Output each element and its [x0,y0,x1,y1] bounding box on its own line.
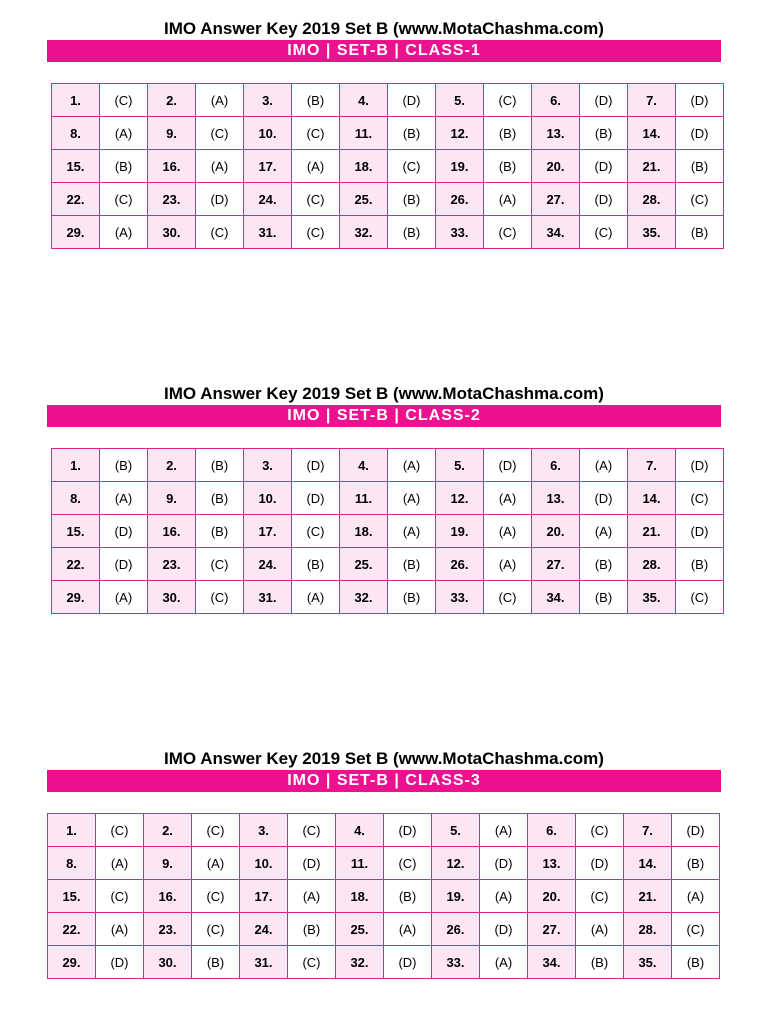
question-number: 19. [436,515,484,548]
question-number: 3. [244,449,292,482]
answer-cell: (D) [196,183,244,216]
answer-cell: (A) [480,946,528,979]
question-number: 4. [340,84,388,117]
question-number: 5. [436,84,484,117]
class-banner: IMO | SET-B | CLASS-3 [47,770,721,792]
question-number: 12. [432,847,480,880]
answer-cell: (B) [388,581,436,614]
answer-cell: (C) [100,84,148,117]
question-number: 29. [52,216,100,249]
answer-cell: (A) [196,150,244,183]
question-number: 34. [528,946,576,979]
question-number: 5. [436,449,484,482]
answer-cell: (A) [388,515,436,548]
answer-cell: (B) [676,150,724,183]
answer-cell: (B) [196,449,244,482]
question-number: 32. [336,946,384,979]
answer-cell: (D) [100,548,148,581]
table-row [52,548,724,581]
answer-cell: (C) [196,216,244,249]
answer-cell: (B) [196,515,244,548]
answer-cell: (B) [484,150,532,183]
question-number: 33. [436,581,484,614]
answer-cell: (D) [288,847,336,880]
table-row [48,913,720,946]
question-number: 20. [532,150,580,183]
answer-cell: (D) [100,515,148,548]
answer-cell: (D) [576,847,624,880]
table-row [52,117,724,150]
answer-cell: (B) [196,482,244,515]
question-number: 21. [624,880,672,913]
answer-cell: (C) [288,946,336,979]
question-number: 5. [432,814,480,847]
question-number: 34. [532,216,580,249]
answer-cell: (A) [480,880,528,913]
question-number: 26. [436,548,484,581]
question-number: 30. [144,946,192,979]
answer-cell: (A) [384,913,432,946]
table-row [52,482,724,515]
answer-cell: (A) [292,150,340,183]
question-number: 3. [240,814,288,847]
answer-cell: (D) [96,946,144,979]
question-number: 8. [52,482,100,515]
answer-cell: (B) [672,946,720,979]
table-row [48,880,720,913]
answer-cell: (C) [292,183,340,216]
question-number: 13. [528,847,576,880]
class-banner: IMO | SET-B | CLASS-1 [47,40,721,62]
question-number: 6. [532,84,580,117]
answer-cell: (C) [672,913,720,946]
question-number: 27. [532,548,580,581]
question-number: 30. [148,216,196,249]
question-number: 20. [528,880,576,913]
question-number: 24. [244,548,292,581]
table-row [52,183,724,216]
answer-cell: (C) [196,117,244,150]
answer-cell: (D) [580,482,628,515]
answer-cell: (B) [388,216,436,249]
question-number: 19. [432,880,480,913]
question-number: 1. [52,84,100,117]
question-number: 13. [532,117,580,150]
question-number: 27. [528,913,576,946]
answer-cell: (A) [288,880,336,913]
question-number: 21. [628,150,676,183]
question-number: 24. [240,913,288,946]
question-number: 32. [340,216,388,249]
question-number: 26. [436,183,484,216]
answer-cell: (A) [100,581,148,614]
answer-cell: (C) [100,183,148,216]
question-number: 22. [52,548,100,581]
class-banner: IMO | SET-B | CLASS-2 [47,405,721,427]
answer-cell: (C) [576,814,624,847]
question-number: 16. [148,150,196,183]
question-number: 15. [48,880,96,913]
answer-cell: (C) [192,880,240,913]
question-number: 21. [628,515,676,548]
answer-cell: (D) [292,482,340,515]
answer-cell: (C) [484,216,532,249]
question-number: 19. [436,150,484,183]
table-row [48,814,720,847]
answer-cell: (C) [96,814,144,847]
question-number: 10. [240,847,288,880]
question-number: 23. [148,548,196,581]
question-number: 11. [340,117,388,150]
section-title: IMO Answer Key 2019 Set B (www.MotaChashma.com) [164,749,604,768]
answer-cell: (B) [292,84,340,117]
question-number: 28. [628,548,676,581]
answer-cell: (A) [484,548,532,581]
question-number: 18. [336,880,384,913]
question-number: 12. [436,482,484,515]
answer-cell: (D) [388,84,436,117]
answer-cell: (C) [484,84,532,117]
question-number: 2. [148,84,196,117]
question-number: 29. [52,581,100,614]
answer-cell: (B) [580,117,628,150]
answer-cell: (D) [580,84,628,117]
answer-table [51,448,724,614]
answer-cell: (C) [384,847,432,880]
answer-cell: (A) [388,482,436,515]
answer-cell: (D) [672,814,720,847]
question-number: 27. [532,183,580,216]
question-number: 23. [148,183,196,216]
answer-cell: (D) [292,449,340,482]
answer-cell: (C) [292,216,340,249]
answer-cell: (B) [288,913,336,946]
answer-cell: (C) [192,814,240,847]
question-number: 14. [628,482,676,515]
answer-cell: (D) [480,913,528,946]
answer-cell: (B) [388,183,436,216]
question-number: 35. [624,946,672,979]
question-number: 26. [432,913,480,946]
answer-cell: (D) [384,814,432,847]
table-row [48,946,720,979]
question-number: 7. [624,814,672,847]
answer-cell: (B) [192,946,240,979]
table-row [52,150,724,183]
answer-cell: (D) [676,117,724,150]
answer-cell: (B) [676,548,724,581]
question-number: 17. [244,150,292,183]
question-number: 24. [244,183,292,216]
question-number: 25. [336,913,384,946]
answer-cell: (A) [484,183,532,216]
answer-cell: (D) [580,183,628,216]
answer-cell: (C) [292,117,340,150]
question-number: 7. [628,84,676,117]
question-number: 10. [244,482,292,515]
answer-cell: (B) [388,117,436,150]
question-number: 33. [432,946,480,979]
answer-cell: (A) [196,84,244,117]
table-row [52,216,724,249]
answer-cell: (B) [100,150,148,183]
answer-cell: (C) [484,581,532,614]
answer-cell: (A) [100,482,148,515]
question-number: 3. [244,84,292,117]
answer-cell: (C) [192,913,240,946]
table-row [52,84,724,117]
question-number: 23. [144,913,192,946]
question-number: 11. [340,482,388,515]
answer-cell: (B) [292,548,340,581]
answer-cell: (C) [196,581,244,614]
question-number: 4. [336,814,384,847]
answer-cell: (C) [288,814,336,847]
question-number: 15. [52,150,100,183]
question-number: 28. [628,183,676,216]
question-number: 8. [52,117,100,150]
answer-cell: (B) [580,548,628,581]
answer-cell: (D) [480,847,528,880]
question-number: 22. [48,913,96,946]
answer-cell: (A) [100,117,148,150]
question-number: 16. [148,515,196,548]
question-number: 22. [52,183,100,216]
question-number: 33. [436,216,484,249]
question-number: 8. [48,847,96,880]
question-number: 13. [532,482,580,515]
question-number: 31. [244,581,292,614]
answer-cell: (B) [484,117,532,150]
answer-cell: (B) [580,581,628,614]
answer-cell: (B) [384,880,432,913]
question-number: 17. [240,880,288,913]
answer-cell: (D) [676,84,724,117]
answer-cell: (A) [576,913,624,946]
answer-cell: (A) [480,814,528,847]
answer-cell: (B) [576,946,624,979]
answer-cell: (A) [484,515,532,548]
question-number: 16. [144,880,192,913]
answer-cell: (C) [196,548,244,581]
answer-cell: (A) [292,581,340,614]
section-title: IMO Answer Key 2019 Set B (www.MotaChashma.com) [164,384,604,403]
question-number: 17. [244,515,292,548]
answer-cell: (C) [96,880,144,913]
question-number: 9. [148,482,196,515]
answer-cell: (A) [388,449,436,482]
question-number: 31. [244,216,292,249]
section-title: IMO Answer Key 2019 Set B (www.MotaChashma.com) [164,19,604,38]
table-row [52,581,724,614]
answer-cell: (C) [676,581,724,614]
answer-cell: (B) [672,847,720,880]
question-number: 4. [340,449,388,482]
answer-cell: (D) [484,449,532,482]
answer-cell: (C) [388,150,436,183]
answer-table [51,83,724,249]
answer-cell: (A) [580,449,628,482]
answer-table [47,813,720,979]
question-number: 10. [244,117,292,150]
answer-cell: (C) [676,482,724,515]
answer-cell: (A) [672,880,720,913]
question-number: 2. [144,814,192,847]
question-number: 1. [48,814,96,847]
answer-cell: (A) [484,482,532,515]
question-number: 25. [340,183,388,216]
question-number: 15. [52,515,100,548]
answer-cell: (B) [388,548,436,581]
answer-cell: (B) [100,449,148,482]
table-row [52,449,724,482]
question-number: 14. [624,847,672,880]
question-number: 35. [628,216,676,249]
answer-cell: (C) [580,216,628,249]
answer-cell: (B) [676,216,724,249]
question-number: 18. [340,150,388,183]
answer-cell: (D) [384,946,432,979]
question-number: 7. [628,449,676,482]
answer-cell: (C) [576,880,624,913]
table-row [48,847,720,880]
answer-cell: (D) [676,515,724,548]
answer-cell: (A) [100,216,148,249]
question-number: 11. [336,847,384,880]
question-number: 14. [628,117,676,150]
answer-cell: (A) [96,847,144,880]
question-number: 35. [628,581,676,614]
question-number: 2. [148,449,196,482]
answer-cell: (D) [676,449,724,482]
answer-cell: (C) [676,183,724,216]
question-number: 34. [532,581,580,614]
answer-cell: (C) [292,515,340,548]
question-number: 12. [436,117,484,150]
question-number: 29. [48,946,96,979]
answer-cell: (A) [580,515,628,548]
answer-cell: (D) [580,150,628,183]
question-number: 32. [340,581,388,614]
answer-cell: (A) [96,913,144,946]
question-number: 20. [532,515,580,548]
question-number: 9. [148,117,196,150]
question-number: 9. [144,847,192,880]
question-number: 25. [340,548,388,581]
question-number: 6. [532,449,580,482]
question-number: 31. [240,946,288,979]
question-number: 18. [340,515,388,548]
answer-cell: (A) [192,847,240,880]
question-number: 30. [148,581,196,614]
question-number: 6. [528,814,576,847]
table-row [52,515,724,548]
question-number: 28. [624,913,672,946]
question-number: 1. [52,449,100,482]
